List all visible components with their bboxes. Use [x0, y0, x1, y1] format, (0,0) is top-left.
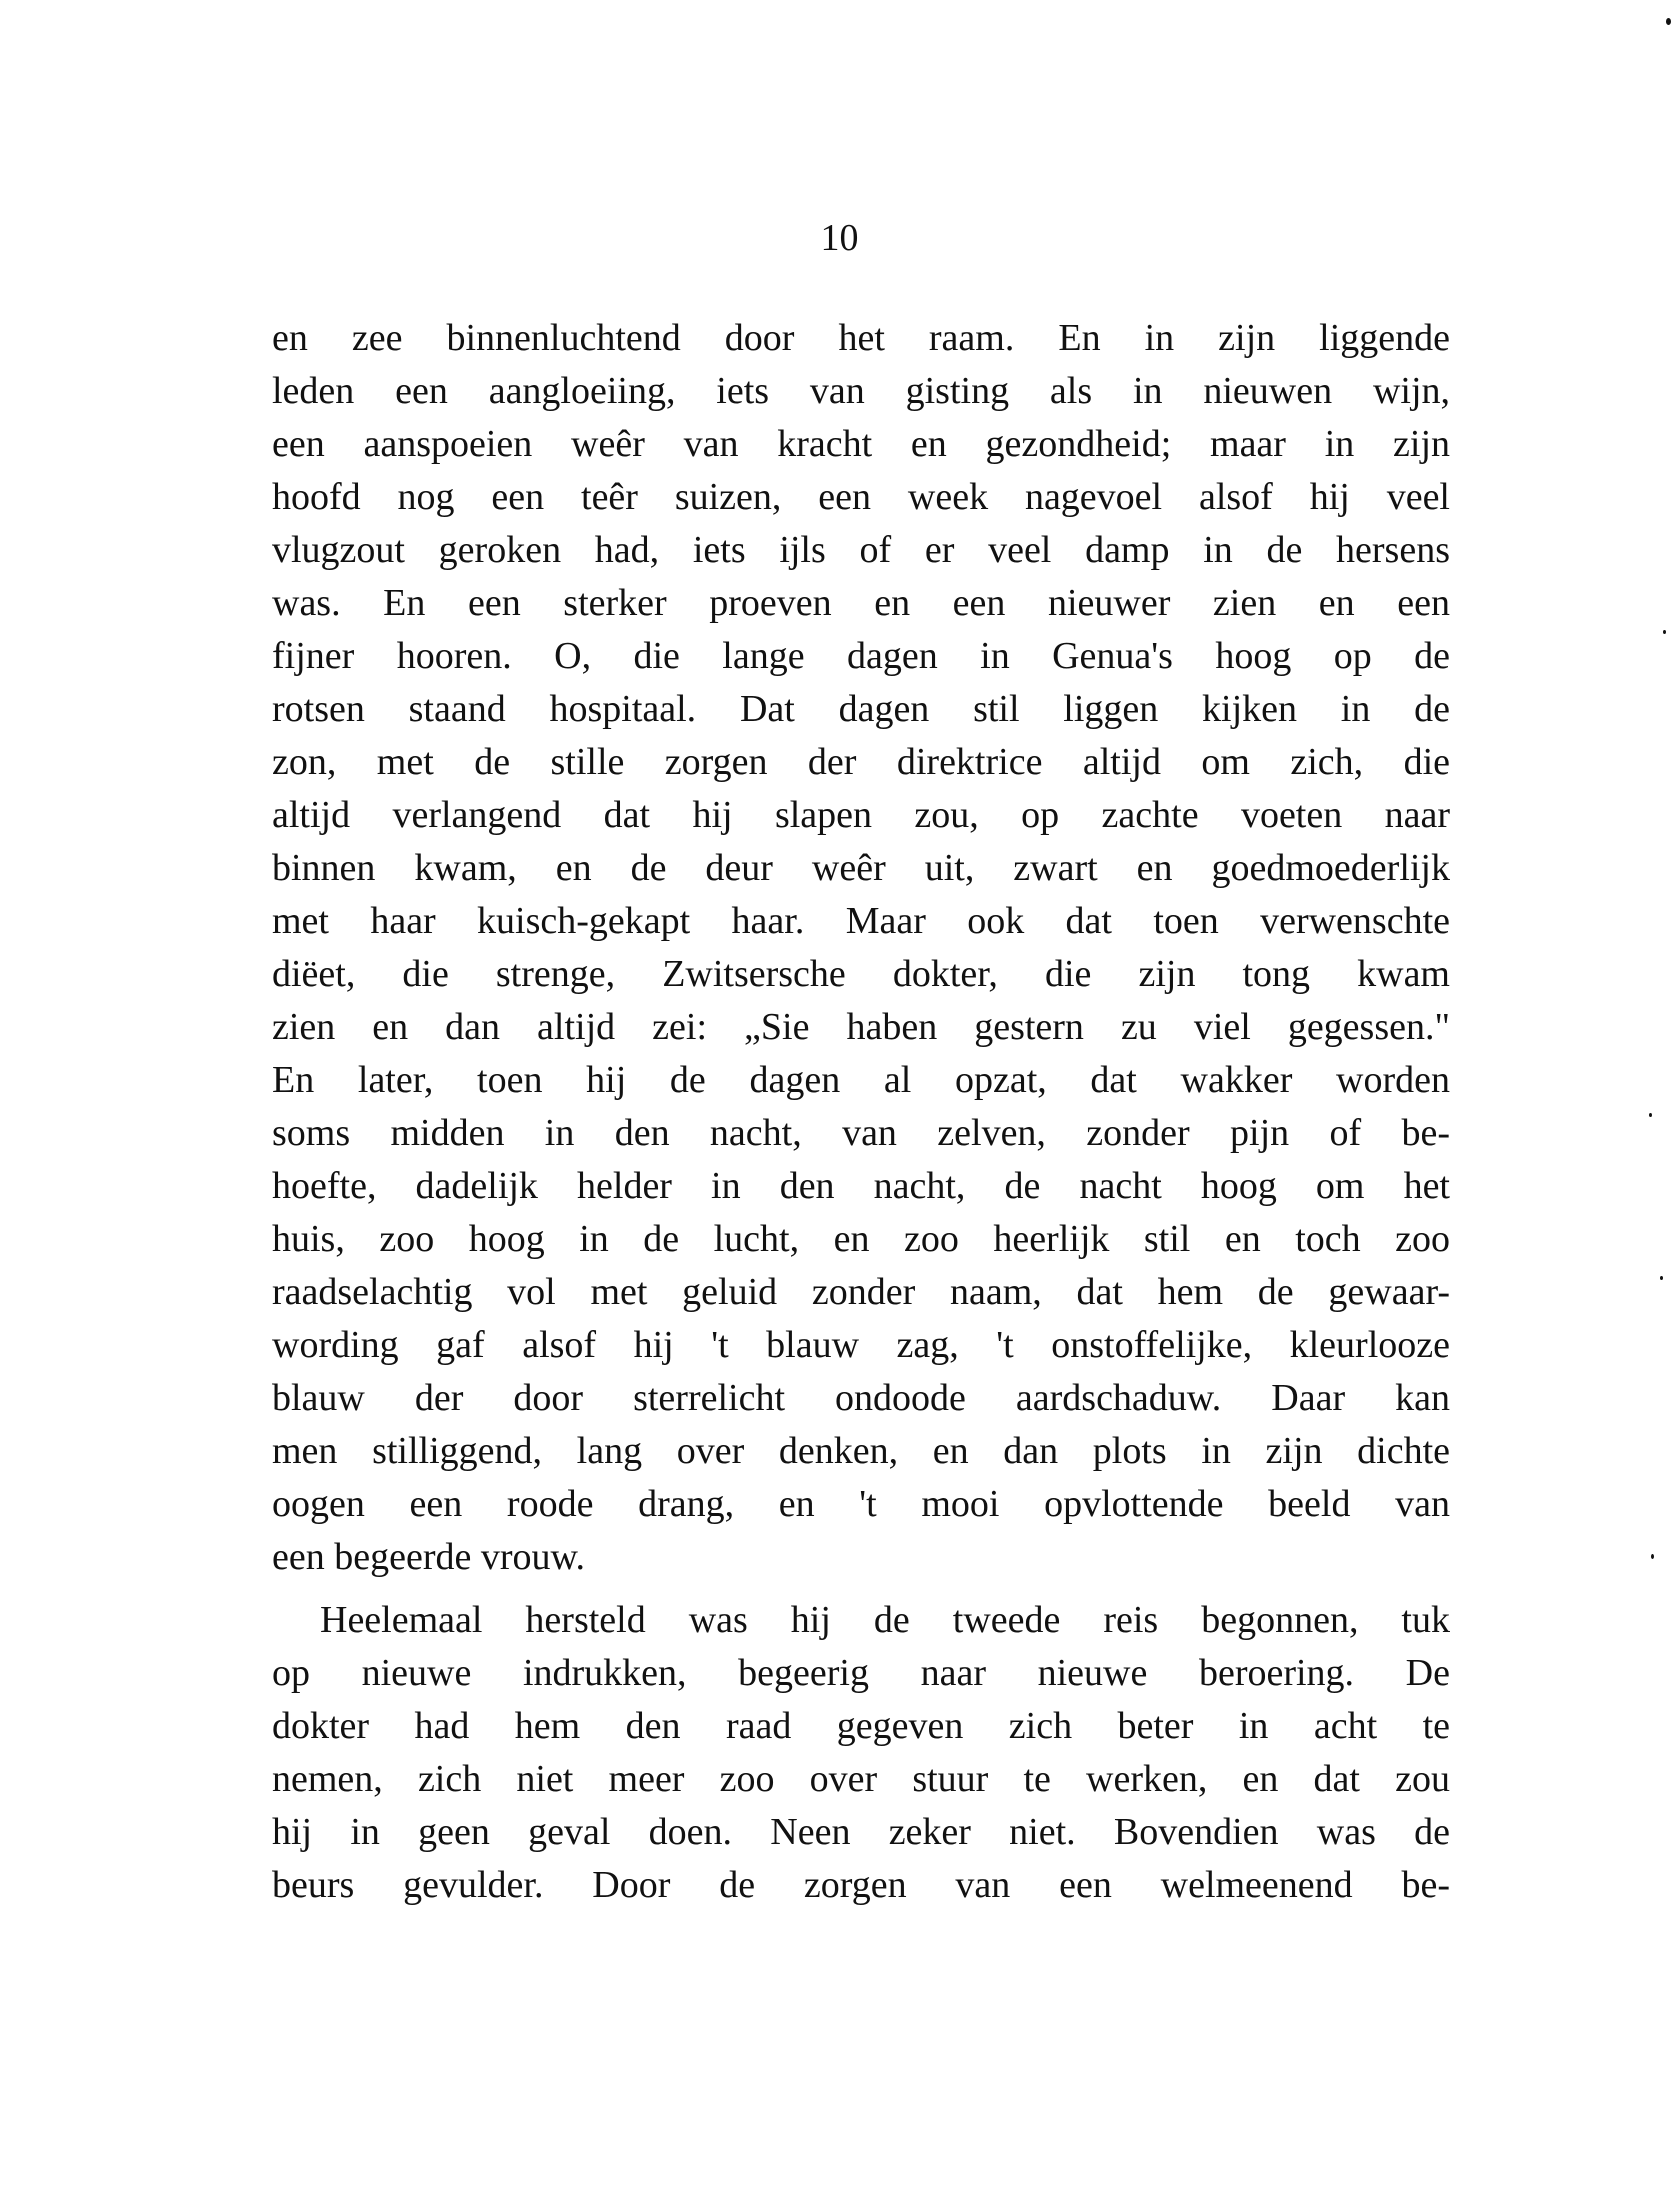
scan-speck [1649, 1113, 1652, 1117]
scan-speck [1666, 18, 1671, 25]
text-line: huis, zoo hoog in de lucht, en zoo heerlijk stil en toch zoo [272, 1218, 1450, 1260]
text-line: met haar kuisch-gekapt haar. Maar ook dat toen verwenschte [272, 900, 1450, 942]
text-line: en zee binnenluchtend door het raam. En in zijn liggende [272, 317, 1450, 359]
text-line: hoefte, dadelijk helder in den nacht, de nacht hoog om het [272, 1165, 1450, 1207]
text-line: raadselachtig vol met geluid zonder naam, dat hem de gewaar- [272, 1271, 1450, 1313]
text-line: binnen kwam, en de deur weêr uit, zwart en goedmoederlijk [272, 847, 1450, 889]
scan-speck [1663, 630, 1666, 634]
text-line: zien en dan altijd zei: „Sie haben gestern zu viel gegessen." [272, 1006, 1450, 1048]
text-line: een begeerde vrouw. [272, 1536, 585, 1578]
text-line: En later, toen hij de dagen al opzat, dat wakker worden [272, 1059, 1450, 1101]
text-line: altijd verlangend dat hij slapen zou, op zachte voeten naar [272, 794, 1450, 836]
text-line: wording gaf alsof hij 't blauw zag, 't onstoffelijke, kleurlooze [272, 1324, 1450, 1366]
text-line: hij in geen geval doen. Neen zeker niet. Bovendien was de [272, 1811, 1450, 1853]
text-line: vlugzout geroken had, iets ijls of er veel damp in de hersens [272, 529, 1450, 571]
text-line: zon, met de stille zorgen der direktrice altijd om zich, die [272, 741, 1450, 783]
body-text [272, 312, 1450, 1912]
paragraph-gap [272, 1584, 1450, 1594]
text-line: beurs gevulder. Door de zorgen van een welmeenend be- [272, 1864, 1450, 1906]
scan-speck [1651, 1554, 1654, 1559]
text-line: Heelemaal hersteld was hij de tweede reis begonnen, tuk [320, 1599, 1450, 1641]
text-line: was. En een sterker proeven en een nieuwer zien en een [272, 582, 1450, 624]
text-line: diëet, die strenge, Zwitsersche dokter, die zijn tong kwam [272, 953, 1450, 995]
text-line: oogen een roode drang, en 't mooi opvlottende beeld van [272, 1483, 1450, 1525]
scan-speck [1660, 1276, 1663, 1280]
text-line: rotsen staand hospitaal. Dat dagen stil liggen kijken in de [272, 688, 1450, 730]
text-line: blauw der door sterrelicht ondoode aardschaduw. Daar kan [272, 1377, 1450, 1419]
text-line: dokter had hem den raad gegeven zich beter in acht te [272, 1705, 1450, 1747]
text-line: fijner hooren. O, die lange dagen in Genua's hoog op de [272, 635, 1450, 677]
text-line: een aanspoeien weêr van kracht en gezondheid; maar in zijn [272, 423, 1450, 465]
text-line: men stilliggend, lang over denken, en dan plots in zijn dichte [272, 1430, 1450, 1472]
page-number: 10 [820, 217, 859, 259]
text-line: op nieuwe indrukken, begeerig naar nieuwe beroering. De [272, 1652, 1450, 1694]
text-line: nemen, zich niet meer zoo over stuur te werken, en dat zou [272, 1758, 1450, 1800]
text-line: hoofd nog een teêr suizen, een week nagevoel alsof hij veel [272, 476, 1450, 518]
text-line: leden een aangloeiing, iets van gisting als in nieuwen wijn, [272, 370, 1450, 412]
text-line: soms midden in den nacht, van zelven, zonder pijn of be- [272, 1112, 1450, 1154]
